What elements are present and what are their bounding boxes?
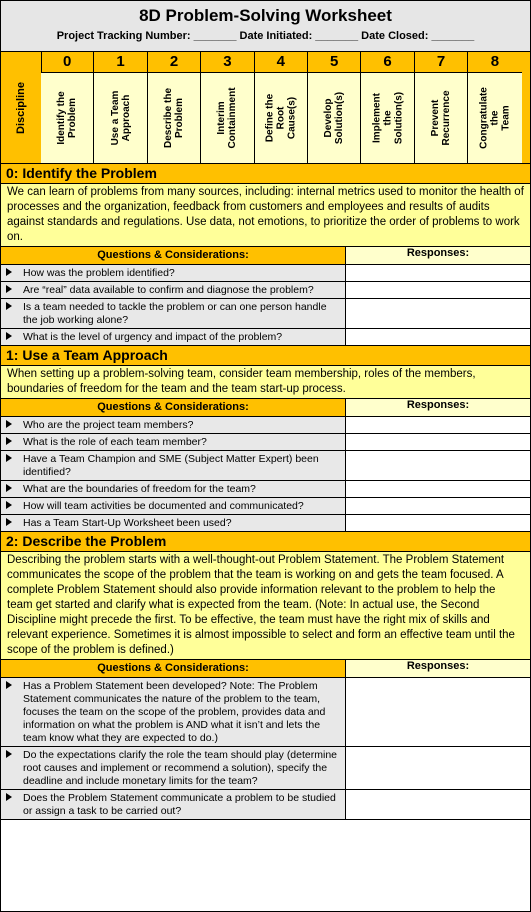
- questions-header: Questions & Considerations:: [1, 399, 346, 416]
- questions-header-row: [1, 660, 530, 678]
- discipline-name: Use a Team Approach: [109, 90, 132, 146]
- question-text: Is a team needed to tackle the problem or can one person handle the job working alone?: [23, 301, 327, 326]
- response-cell[interactable]: [346, 265, 530, 281]
- responses-header: Responses:: [346, 660, 530, 677]
- discipline-name: Congratulate the Team: [478, 87, 512, 149]
- question-cell: [1, 515, 346, 531]
- responses-header: Responses:: [346, 247, 530, 264]
- question-cell: [1, 451, 346, 480]
- bullet-arrow-icon: [6, 501, 12, 509]
- question-text: Who are the project team members?: [23, 419, 194, 431]
- question-cell: [1, 790, 346, 819]
- discipline-name: Prevent Recurrence: [429, 90, 452, 146]
- bullet-arrow-icon: [6, 332, 12, 340]
- question-row: [1, 282, 530, 299]
- discipline-name-cell: [201, 73, 253, 163]
- response-cell[interactable]: [346, 481, 530, 497]
- question-cell: [1, 747, 346, 789]
- bullet-arrow-icon: [6, 268, 12, 276]
- discipline-column-0: [41, 52, 94, 163]
- questions-header: Questions & Considerations:: [1, 660, 346, 677]
- discipline-column-3: [201, 52, 254, 163]
- question-row: [1, 678, 530, 747]
- question-cell: [1, 678, 346, 746]
- question-row: [1, 434, 530, 451]
- bullet-arrow-icon: [6, 437, 12, 445]
- discipline-band: [1, 52, 530, 164]
- question-text: Do the expectations clarify the role the team should play (determine root causes and implement or recommend a solution), specify the deadline and include monetary limits for the team?: [23, 749, 338, 787]
- question-row: [1, 299, 530, 329]
- discipline-name-cell: [468, 73, 521, 163]
- response-cell[interactable]: [346, 329, 530, 345]
- responses-header: Responses:: [346, 399, 530, 416]
- bullet-arrow-icon: [6, 484, 12, 492]
- response-cell[interactable]: [346, 451, 530, 480]
- question-cell: [1, 498, 346, 514]
- question-text: Has a Team Start-Up Worksheet been used?: [23, 517, 232, 529]
- bullet-arrow-icon: [6, 285, 12, 293]
- question-text: How was the problem identified?: [23, 267, 175, 279]
- discipline-label-cell: [1, 52, 42, 163]
- question-row: [1, 451, 530, 481]
- question-cell: [1, 417, 346, 433]
- section-heading: 0: Identify the Problem: [1, 164, 530, 184]
- bullet-arrow-icon: [6, 420, 12, 428]
- question-cell: [1, 481, 346, 497]
- bullet-arrow-icon: [6, 750, 12, 758]
- discipline-column-7: [415, 52, 468, 163]
- bullet-arrow-icon: [6, 518, 12, 526]
- questions-header: Questions & Considerations:: [1, 247, 346, 264]
- bullet-arrow-icon: [6, 302, 12, 310]
- discipline-name-cell: [94, 73, 146, 163]
- discipline-number: 5: [308, 52, 360, 73]
- question-cell: [1, 282, 346, 298]
- section-0: [1, 164, 530, 346]
- question-row: [1, 265, 530, 282]
- discipline-label: Discipline: [15, 81, 27, 134]
- question-cell: [1, 434, 346, 450]
- question-cell: [1, 265, 346, 281]
- bullet-arrow-icon: [6, 454, 12, 462]
- question-text: Has a Problem Statement been developed? Note: The Problem Statement communicates the nature of the problem to the team, focuses the team on the scope of the problem, provides data and information on what the problem is AND what it isn’t and lets the team know what they are expected to do.): [23, 680, 326, 744]
- section-description: When setting up a problem-solving team, consider team membership, roles of the members, boundaries of freedom for the team and the team start-up process.: [1, 366, 530, 399]
- response-cell[interactable]: [346, 747, 530, 789]
- discipline-number: 3: [201, 52, 253, 73]
- response-cell[interactable]: [346, 515, 530, 531]
- discipline-column-4: [255, 52, 308, 163]
- section-2: [1, 532, 530, 820]
- question-row: [1, 790, 530, 820]
- discipline-name: Define the Root Cause(s): [264, 93, 298, 143]
- discipline-column-2: [148, 52, 201, 163]
- question-cell: [1, 299, 346, 328]
- questions-header-row: [1, 399, 530, 417]
- question-row: [1, 515, 530, 532]
- question-text: Does the Problem Statement communicate a problem to be studied or assign a task to be carried out?: [23, 792, 336, 817]
- response-cell[interactable]: [346, 417, 530, 433]
- question-text: What are the boundaries of freedom for the team?: [23, 483, 256, 495]
- discipline-number: 4: [255, 52, 307, 73]
- response-cell[interactable]: [346, 790, 530, 819]
- discipline-column-1: [94, 52, 147, 163]
- question-row: [1, 747, 530, 790]
- discipline-column-8: [468, 52, 521, 163]
- tracking-line: Project Tracking Number: _______ Date Initiated: _______ Date Closed: _______: [56, 30, 475, 42]
- discipline-name-cell: [255, 73, 307, 163]
- bullet-arrow-icon: [6, 681, 12, 689]
- question-text: Have a Team Champion and SME (Subject Matter Expert) been identified?: [23, 453, 319, 478]
- discipline-name-cell: [41, 73, 93, 163]
- question-text: What is the level of urgency and impact of the problem?: [23, 331, 283, 343]
- response-cell[interactable]: [346, 434, 530, 450]
- discipline-name: Identify the Problem: [56, 91, 79, 145]
- discipline-number: 6: [361, 52, 413, 73]
- discipline-name-cell: [361, 73, 413, 163]
- discipline-number: 8: [468, 52, 521, 73]
- discipline-name-cell: [308, 73, 360, 163]
- section-1: [1, 346, 530, 532]
- question-row: [1, 417, 530, 434]
- discipline-column-5: [308, 52, 361, 163]
- question-cell: [1, 329, 346, 345]
- worksheet-title: 8D Problem-Solving Worksheet: [139, 6, 392, 25]
- section-heading: 2: Describe the Problem: [1, 532, 530, 552]
- section-heading: 1: Use a Team Approach: [1, 346, 530, 366]
- bullet-arrow-icon: [6, 793, 12, 801]
- question-text: Are “real” data available to confirm and diagnose the problem?: [23, 284, 314, 296]
- discipline-number: 2: [148, 52, 200, 73]
- title-block: [1, 1, 530, 52]
- question-row: [1, 481, 530, 498]
- question-text: How will team activities be documented and communicated?: [23, 500, 304, 512]
- discipline-number: 7: [415, 52, 467, 73]
- question-row: [1, 329, 530, 346]
- discipline-name-cell: [415, 73, 467, 163]
- discipline-number: 1: [94, 52, 146, 73]
- response-cell[interactable]: [346, 282, 530, 298]
- question-text: What is the role of each team member?: [23, 436, 207, 448]
- discipline-name: Describe the Problem: [162, 87, 185, 149]
- discipline-name: Implement the Solution(s): [371, 91, 405, 145]
- response-cell[interactable]: [346, 678, 530, 746]
- discipline-number: 0: [41, 52, 93, 73]
- discipline-name: Develop Solution(s): [323, 91, 346, 145]
- section-description: We can learn of problems from many sources, including: internal metrics used to monitor the health of processes and the organization, feedback from customers and employees and results of audits against standards and regulations. Use data, not emotions, to prioritize the order of problems to work on.: [1, 184, 530, 247]
- question-row: [1, 498, 530, 515]
- sections: [1, 164, 530, 820]
- discipline-name-cell: [148, 73, 200, 163]
- questions-header-row: [1, 247, 530, 265]
- response-cell[interactable]: [346, 299, 530, 328]
- discipline-column-6: [361, 52, 414, 163]
- discipline-name: Interim Containment: [216, 87, 239, 149]
- response-cell[interactable]: [346, 498, 530, 514]
- section-description: Describing the problem starts with a well-thought-out Problem Statement. The Problem Statement communicates the scope of the problem that the team is working on and gets the team focused. A complete Problem Statement should also provide information relevant to the problem to help the team get started and clarify what is expected from the team. (Note: In actual use, the Second Discipline might precede the first. To be effective, the team must have the right mix of skills and relevant experience. Sometimes it is almost impossible to select and form an effective team until the scope of the problem is defined.): [1, 552, 530, 660]
